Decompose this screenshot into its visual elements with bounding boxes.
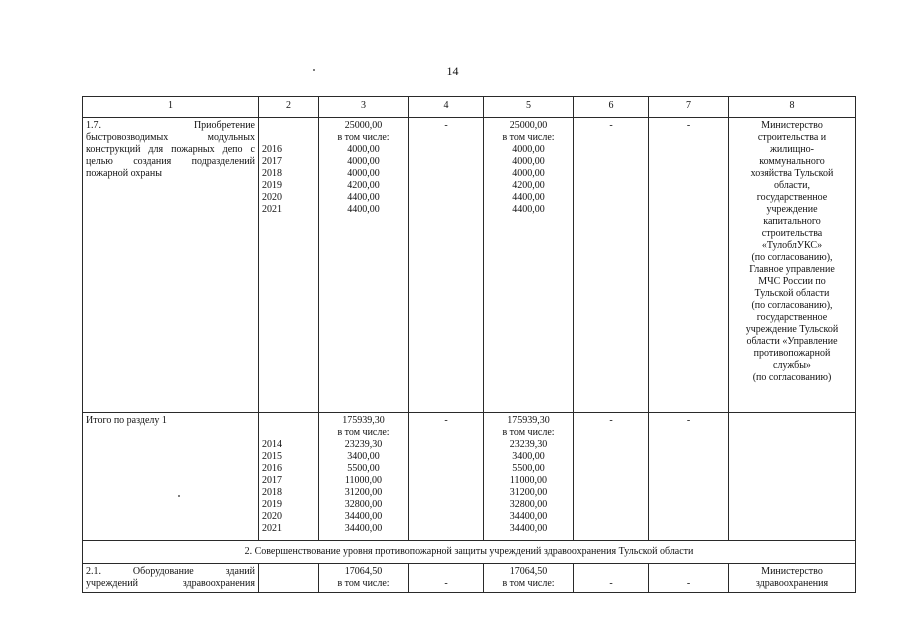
years-cell [259, 413, 319, 541]
amount-note: в том числе: [337, 427, 390, 438]
org-line: Главное управление [749, 264, 835, 275]
org-line: капитального [763, 216, 821, 227]
column-number: 2 [259, 97, 319, 118]
regional-funding-cell [484, 118, 574, 413]
org-line: (по согласованию) [752, 372, 832, 383]
amount: 34400,00 [509, 523, 548, 534]
years-cell [259, 118, 319, 413]
table-row-2-1 [83, 564, 856, 593]
amount-note: в том числе: [337, 132, 390, 143]
section-title: 2. Совершенствование уровня противопожарной защиты учреждений здравоохранения Тульской области [83, 541, 856, 564]
dash: - [444, 578, 448, 589]
total-funding-cell [319, 564, 409, 593]
col7-cell: - [649, 118, 729, 413]
amount: 4000,00 [512, 168, 545, 179]
table-row-section-total [83, 413, 856, 541]
year: 2021 [262, 523, 282, 534]
section-2-heading-row [83, 541, 856, 564]
amount: 5500,00 [512, 463, 545, 474]
col4-cell: - [409, 118, 484, 413]
page-number: 14 [446, 64, 459, 78]
amount: 4400,00 [347, 204, 380, 215]
col7-cell [649, 564, 729, 593]
amount: 11000,00 [509, 475, 548, 486]
org-line: учреждение [766, 204, 818, 215]
col6-cell: - [574, 118, 649, 413]
org-line: (по согласованию), [751, 300, 833, 311]
amount: 4200,00 [347, 180, 380, 191]
org-line: здравоохранения [755, 578, 829, 589]
org-line: Министерство [761, 120, 823, 131]
column-number: 1 [83, 97, 259, 118]
amount: 34400,00 [509, 511, 548, 522]
amount: 31200,00 [509, 487, 548, 498]
year: 2018 [262, 487, 282, 498]
year: 2019 [262, 180, 282, 191]
amount: 25000,00 [509, 120, 548, 131]
amount: 23239,30 [344, 439, 383, 450]
amount-note: в том числе: [337, 578, 390, 589]
year: 2019 [262, 499, 282, 510]
col6-cell: - [574, 413, 649, 541]
amount: 3400,00 [512, 451, 545, 462]
org-line: области «Управление [746, 336, 838, 347]
amount: 4000,00 [347, 144, 380, 155]
amount: 25000,00 [344, 120, 383, 131]
amount: 34400,00 [344, 523, 383, 534]
year: 2015 [262, 451, 282, 462]
column-number: 8 [729, 97, 856, 118]
year: 2016 [262, 463, 282, 474]
amount: 32800,00 [344, 499, 383, 510]
responsible-executors-cell [729, 118, 856, 413]
amount: 32800,00 [509, 499, 548, 510]
years-cell [259, 564, 319, 593]
dash: - [686, 578, 691, 589]
org-line: учреждение Тульской [745, 324, 839, 335]
amount: 175939,30 [342, 415, 385, 426]
org-line: «ТулоблУКС» [761, 240, 823, 251]
total-funding-cell [319, 413, 409, 541]
amount: 31200,00 [344, 487, 383, 498]
program-table [82, 96, 856, 593]
amount-note: в том числе: [502, 578, 555, 589]
section-total-label: Итого по разделу 1 [83, 413, 259, 541]
amount: 11000,00 [344, 475, 383, 486]
org-line: Министерство [761, 566, 823, 577]
col4-cell [409, 564, 484, 593]
dash: - [609, 578, 613, 589]
desc-line: 2.1. Оборудование зданий [86, 566, 255, 577]
year: 2014 [262, 439, 282, 450]
org-line: коммунального [759, 156, 825, 167]
desc-line: конструкций для пожарных депо с [86, 144, 255, 155]
col7-cell: - [649, 413, 729, 541]
column-number: 3 [319, 97, 409, 118]
desc-line: учреждений здравоохранения [86, 578, 255, 589]
year: 2017 [262, 156, 282, 167]
amount: 23239,30 [509, 439, 548, 450]
org-line: (по согласованию), [751, 252, 833, 263]
amount: 4000,00 [347, 168, 380, 179]
amount: 175939,30 [507, 415, 550, 426]
amount: 4000,00 [347, 156, 380, 167]
year: 2017 [262, 475, 282, 486]
column-number: 7 [649, 97, 729, 118]
org-line: службы» [773, 360, 811, 371]
year: 2016 [262, 144, 282, 155]
amount: 4200,00 [512, 180, 545, 191]
regional-funding-cell [484, 564, 574, 593]
total-funding-cell [319, 118, 409, 413]
scan-speck [313, 69, 315, 71]
year: 2020 [262, 511, 282, 522]
measure-description [83, 564, 259, 593]
year: 2020 [262, 192, 282, 203]
amount-note: в том числе: [502, 427, 555, 438]
org-line: МЧС России по [758, 276, 826, 287]
org-line: жилищно- [770, 144, 814, 155]
org-line: противопожарной [753, 348, 831, 359]
year: 2021 [262, 204, 282, 215]
org-line: хозяйства Тульской [750, 168, 834, 179]
column-number: 4 [409, 97, 484, 118]
amount: 4400,00 [512, 204, 545, 215]
desc-line: быстровозводимых модульных [86, 132, 255, 143]
amount: 5500,00 [347, 463, 380, 474]
desc-line: пожарной охраны [86, 168, 162, 179]
col6-cell [574, 564, 649, 593]
org-line: строительства и [757, 132, 827, 143]
org-line: государственное [756, 312, 828, 323]
amount-note: в том числе: [502, 132, 555, 143]
column-number: 6 [574, 97, 649, 118]
amount: 3400,00 [347, 451, 380, 462]
column-number-row [83, 97, 856, 118]
amount: 4000,00 [512, 144, 545, 155]
regional-funding-cell [484, 413, 574, 541]
org-line: области, [774, 180, 810, 191]
amount: 4000,00 [512, 156, 545, 167]
desc-line: 1.7. Приобретение [86, 120, 255, 131]
col4-cell: - [409, 413, 484, 541]
desc-line: целью создания подразделений [86, 156, 255, 167]
responsible-executors-cell [729, 564, 856, 593]
org-line: государственное [756, 192, 828, 203]
amount: 17064,50 [509, 566, 548, 577]
responsible-executors-cell [729, 413, 856, 541]
org-line: строительства [761, 228, 823, 239]
amount: 17064,50 [344, 566, 383, 577]
amount: 34400,00 [344, 511, 383, 522]
amount: 4400,00 [347, 192, 380, 203]
amount: 4400,00 [512, 192, 545, 203]
scan-speck [178, 495, 180, 497]
column-number: 5 [484, 97, 574, 118]
table-row-1-7 [83, 118, 856, 413]
year: 2018 [262, 168, 282, 179]
org-line: Тульской области [754, 288, 830, 299]
measure-description [83, 118, 259, 413]
